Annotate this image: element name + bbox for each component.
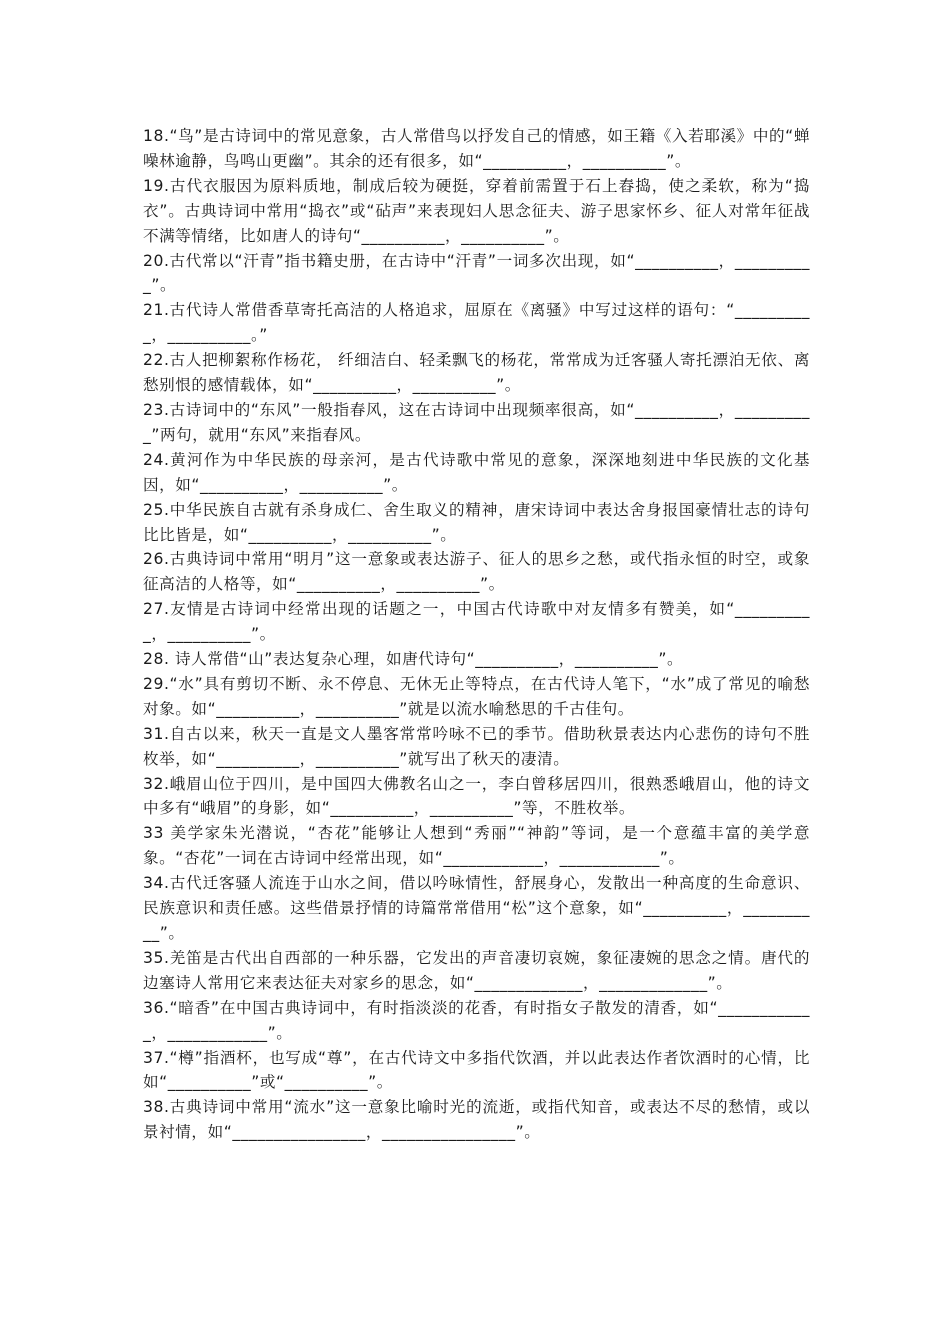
question-item-38: 38.古典诗词中常用“流水”这一意象比喻时光的流逝，或指代知音，或表达不尽的愁情，或以景衬情，如“________________，________________”。 <box>143 1098 810 1142</box>
question-item-20: 20.古代常以“汗青”指书籍史册，在古诗中“汗青”一词多次出现，如“__________，__________”。 <box>143 251 810 295</box>
question-item-32: 32.峨眉山位于四川，是中国四大佛教名山之一，李白曾移居四川，很熟悉峨眉山，他的诗文中多有“峨眉”的身影，如“__________，__________”等，不胜枚举。 <box>143 774 810 818</box>
question-item-35: 35.羌笛是古代出自西部的一种乐器，它发出的声音凄切哀婉，象征凄婉的思念之情。唐代的边塞诗人常用它来表达征夫对家乡的思念，如“_____________，_____________”。 <box>143 948 810 992</box>
question-item-27: 27.友情是古诗词中经常出现的话题之一，中国古代诗歌中对友情多有赞美，如“__________，__________”。 <box>143 600 810 644</box>
question-item-36: 36.“暗香”在中国古典诗词中，有时指淡淡的花香，有时指女子散发的清香，如“____________，____________”。 <box>143 998 810 1042</box>
question-item-28: 28. 诗人常借“山”表达复杂心理，如唐代诗句“__________，__________”。 <box>143 650 684 669</box>
question-item-19: 19.古代衣服因为原料质地，制成后较为硬挺，穿着前需置于石上舂捣，使之柔软，称为“捣衣”。古典诗词中常用“捣衣”或“砧声”来表现妇人思念征夫、游子思家怀乡、征人对常年征战不满等情绪，比如唐人的诗句“__________，__________”。 <box>143 176 810 245</box>
question-item-34: 34.古代迁客骚人流连于山水之间，借以吟咏情性，舒展身心，发散出一种高度的生命意识、民族意识和责任感。这些借景抒情的诗篇常常借用“松”这个意象，如“__________，__________”。 <box>143 874 810 942</box>
question-item-24: 24.黄河作为中华民族的母亲河，是古代诗歌中常见的意象，深深地刻进中华民族的文化基因，如“__________，__________”。 <box>143 450 810 494</box>
question-item-18: 18.“鸟”是古诗词中的常见意象，古人常借鸟以抒发自己的情感，如王籍《入若耶溪》中的“蝉噪林逾静，鸟鸣山更幽”。其余的还有很多，如“__________，__________”。 <box>143 127 810 170</box>
question-item-37: 37.“樽”指酒杯，也写成“尊”，在古代诗文中多指代饮酒，并以此表达作者饮酒时的心情，比如“__________”或“__________”。 <box>143 1048 810 1092</box>
question-item-33: 33 美学家朱光潜说，“杏花”能够让人想到“秀丽”“神韵”等词，是一个意蕴丰富的美学意象。“杏花”一词在古诗词中经常出现，如“____________，____________”。 <box>143 824 810 868</box>
question-item-29: 29.“水”具有剪切不断、永不停息、无休无止等特点，在古代诗人笔下，“水”成了常见的喻愁对象。如“__________，__________”就是以流水喻愁思的千古佳句。 <box>143 674 810 718</box>
question-item-26: 26.古典诗词中常用“明月”这一意象或表达游子、征人的思乡之愁，或代指永恒的时空，或象征高洁的人格等，如“__________，__________”。 <box>143 550 810 594</box>
question-item-23: 23.古诗词中的“东风”一般指春风，这在古诗词中出现频率很高，如“__________，__________”两句，就用“东风”来指春风。 <box>143 400 810 444</box>
question-item-21: 21.古代诗人常借香草寄托高洁的人格追求，屈原在《离骚》中写过这样的语句：“__________，__________。” <box>143 301 810 345</box>
question-item-25: 25.中华民族自古就有杀身成仁、舍生取义的精神，唐宋诗词中表达舍身报国豪情壮志的诗句比比皆是，如“__________，__________”。 <box>143 500 810 544</box>
question-item-31: 31.自古以来，秋天一直是文人墨客常常吟咏不已的季节。借助秋景表达内心悲伤的诗句不胜枚举，如“__________，__________”就写出了秋天的凄清。 <box>143 724 810 768</box>
question-item-22: 22.古人把柳絮称作杨花， 纤细洁白、轻柔飘飞的杨花，常常成为迁客骚人寄托漂泊无依、离愁别恨的感情载体，如“__________，__________”。 <box>143 351 810 395</box>
